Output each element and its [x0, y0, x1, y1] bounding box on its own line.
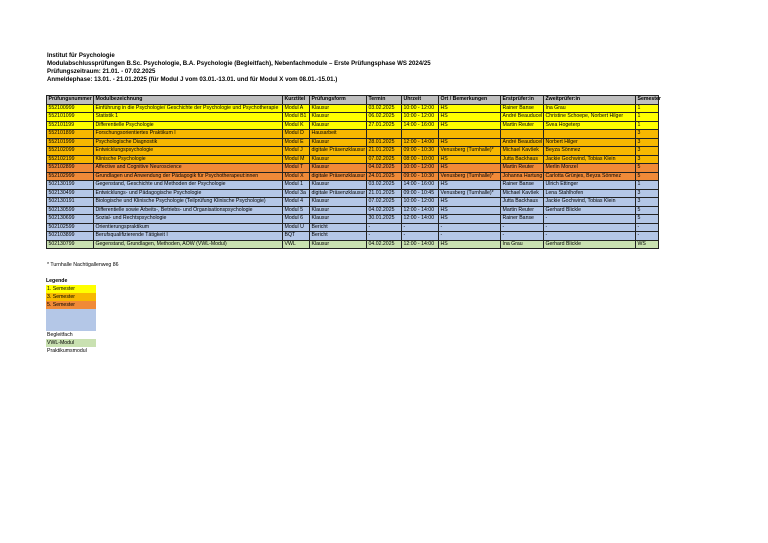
semester-cell: 5	[636, 206, 659, 215]
first-examiner-cell: Martin Reuter	[501, 164, 544, 173]
exam-number-cell: 502102599	[47, 223, 94, 232]
first-examiner-cell: André Beauducel	[502, 138, 543, 145]
first-examiner-cell: Michael Kavšek	[501, 189, 544, 198]
exam-number-cell: 552101199	[47, 121, 94, 130]
location-cell: HS	[439, 104, 501, 113]
table-row	[47, 172, 659, 181]
first-examiner-cell: Michael Kavšek	[501, 147, 544, 156]
exam-form-cell: Klausur	[310, 198, 367, 207]
second-examiner-cell: Christine Schoepe, Norbert Hilger	[544, 113, 636, 122]
legend	[46, 277, 96, 355]
first-examiner-cell: -	[501, 223, 544, 232]
exam-form-cell: digitale Präsenzklausur	[311, 189, 366, 196]
exam-number-cell: 552101099	[47, 113, 94, 122]
legend-item-semester-5: 5. Semester	[46, 301, 96, 309]
first-examiner-cell: André Beauducel	[502, 113, 543, 119]
module-name-cell: Berufsqualifizierende Tätigkeit I	[94, 232, 283, 241]
first-examiner-cell: Rainer Banse	[501, 104, 544, 113]
first-examiner-cell: Martin Reuter	[501, 206, 544, 215]
registration-period: Anmeldephase: 13.01. - 21.01.2025 (für Modul J vom 03.01.-13.01. und für Modul X vom 08.01.-15.01.)	[47, 76, 338, 84]
column-header: Prüfungsnummer	[48, 96, 92, 102]
time-cell: 10:00 - 12:00	[402, 113, 439, 122]
location-cell: Venusberg (Turnhalle)*	[439, 172, 501, 181]
semester-cell: WS	[636, 240, 659, 249]
module-name-cell: Differentielle Psychologie	[94, 121, 283, 130]
table-row	[47, 223, 659, 232]
first-examiner-cell: -	[501, 232, 544, 241]
second-examiner-cell: -	[544, 232, 636, 241]
time-cell: 12:00 - 14:00	[402, 138, 439, 147]
module-name-cell: Orientierungspraktikum	[94, 223, 283, 232]
date-cell: 04.02.2025	[367, 164, 402, 173]
exam-form-cell: Klausur	[310, 240, 367, 249]
second-examiner-cell: -	[544, 215, 636, 224]
exam-number-cell: 502130599	[47, 206, 94, 215]
exam-form-cell: Klausur	[310, 181, 367, 190]
location-cell: HS	[439, 240, 501, 249]
location-cell: HS	[439, 198, 501, 207]
short-title-cell: Modul B1	[283, 113, 310, 122]
exam-form-cell: Klausur	[310, 138, 367, 147]
date-cell: 30.01.2025	[367, 215, 402, 224]
module-name-cell: Statistik 1	[94, 113, 283, 122]
second-examiner-cell: Svea Hogeterp	[544, 121, 636, 130]
legend-color-swatch	[46, 309, 96, 331]
exam-form-cell: Bericht	[310, 223, 367, 232]
first-examiner-cell: Jutta Backhaus	[501, 155, 544, 164]
second-examiner-cell: Norbert Hilger	[544, 138, 636, 147]
date-cell: 03.02.2025	[367, 104, 402, 113]
legend-title: Legende	[46, 278, 68, 284]
short-title-cell: Modul U	[283, 223, 310, 232]
column-header: Semester	[637, 96, 661, 102]
module-name-cell: Gegenstand, Geschichte und Methoden der Psychologie	[94, 181, 283, 190]
second-examiner-cell: Lena Stahlhofen	[544, 189, 636, 198]
date-cell: 04.02.2025	[367, 240, 402, 249]
first-examiner-cell: Johanna Hartung	[502, 172, 543, 179]
date-cell: 07.02.2025	[367, 198, 402, 207]
semester-cell: 1	[636, 121, 659, 130]
column-header: Erstprüfer:in	[501, 96, 544, 105]
semester-cell: 3	[636, 198, 659, 207]
exam-number-cell: 552102099	[47, 147, 94, 156]
exam-number-cell: 502130799	[47, 240, 94, 249]
short-title-cell: Modul J	[283, 147, 310, 156]
module-name-cell: Differentielle sowie Arbeits-, Betriebs- und Organisationspsychologie	[94, 206, 283, 215]
location-cell: HS	[439, 138, 501, 147]
semester-cell: 3	[636, 189, 659, 198]
table-row	[47, 155, 659, 164]
time-cell: -	[402, 232, 439, 241]
exam-number-cell: 502130199	[47, 181, 94, 190]
date-cell: 24.01.2025	[367, 172, 402, 181]
semester-cell: 1	[636, 104, 659, 113]
column-header: Prüfungsform	[310, 96, 367, 105]
second-examiner-cell: Carlotta Grünjes, Beyza Sönmez	[544, 172, 636, 181]
location-cell: HS	[439, 155, 501, 164]
table-row	[47, 130, 659, 139]
table-row	[47, 121, 659, 130]
short-title-cell: Modul D	[283, 130, 310, 139]
time-cell: 12:00 - 14:00	[402, 240, 439, 249]
first-examiner-cell: Jutta Backhaus	[501, 198, 544, 207]
second-examiner-cell: Beyza Sönmez	[544, 147, 636, 156]
table-row	[47, 181, 659, 190]
short-title-cell: Modul 6	[283, 215, 310, 224]
exam-number-cell: 552101999	[47, 138, 94, 147]
short-title-cell: Modul 3a	[283, 189, 310, 198]
exam-form-cell: Klausur	[310, 206, 367, 215]
exam-schedule-table	[46, 95, 659, 249]
legend-item-begleitfach: Begleitfach	[47, 332, 73, 338]
module-name-cell: Sozial- und Rechtspsychologie	[94, 215, 283, 224]
second-examiner-cell: Jackie Gochwind, Tobias Klein	[544, 198, 636, 207]
exam-number-cell: 552102199	[47, 155, 94, 164]
location-cell: HS	[439, 215, 501, 224]
semester-cell: -	[636, 232, 659, 241]
time-cell: 12:00 - 14:00	[402, 215, 439, 224]
table-row	[47, 215, 659, 224]
short-title-cell: Modul E	[283, 138, 310, 147]
column-header: Modulbezeichnung	[94, 96, 283, 105]
location-cell: HS	[439, 164, 501, 173]
module-name-cell: Gegenstand, Grundlagen, Methoden, AOW (VWL-Modul)	[94, 240, 283, 249]
exam-number-cell: 502130191	[47, 198, 94, 207]
short-title-cell: Modul X	[283, 172, 310, 181]
short-title-cell: BQT	[283, 232, 310, 241]
location-cell: HS	[439, 206, 501, 215]
semester-cell: 5	[636, 164, 659, 173]
date-cell: 03.02.2025	[367, 181, 402, 190]
exam-number-cell: 552102899	[47, 164, 94, 173]
exam-form-cell: Klausur	[310, 121, 367, 130]
module-name-cell: Entwicklungs- und Pädagogische Psychologie	[94, 189, 283, 198]
column-header: Uhrzeit	[402, 96, 439, 105]
date-cell: -	[367, 223, 402, 232]
exam-number-cell: 552100999	[47, 104, 94, 113]
time-cell: 09:00 - 10:30	[402, 147, 439, 156]
location-cell: HS	[439, 121, 501, 130]
exam-number-cell: 502103899	[47, 232, 94, 241]
date-cell: -	[367, 232, 402, 241]
exam-form-cell: Klausur	[310, 113, 367, 122]
second-examiner-cell: Gerhard Blickle	[544, 206, 636, 215]
table-row	[47, 138, 659, 147]
time-cell: 10:00 - 12:00	[402, 198, 439, 207]
first-examiner-cell: Martin Reuter	[501, 121, 544, 130]
semester-cell: 5	[636, 172, 659, 181]
short-title-cell: Modul 4	[283, 198, 310, 207]
module-name-cell: Klinische Psychologie	[94, 155, 283, 164]
location-cell	[439, 130, 501, 139]
exam-form-cell: Klausur	[310, 155, 367, 164]
second-examiner-cell	[544, 130, 636, 139]
date-cell: 06.02.2025	[367, 113, 402, 122]
second-examiner-cell: Merlin Monzel	[544, 164, 636, 173]
second-examiner-cell: Jackie Gochwind, Tobias Klein	[544, 155, 636, 164]
module-name-cell: Forschungsorientiertes Praktikum I	[94, 130, 283, 139]
short-title-cell: Modul K	[283, 121, 310, 130]
semester-cell: 3	[636, 130, 659, 139]
location-cell: Venusberg (Turnhalle)*	[439, 189, 501, 198]
legend-item-vwl: VWL-Modul	[46, 339, 96, 347]
exam-form-cell: Klausur	[310, 164, 367, 173]
exam-form-cell: Klausur	[310, 104, 367, 113]
table-row	[47, 147, 659, 156]
time-cell: 10:00 - 12:00	[402, 104, 439, 113]
document-header	[47, 52, 431, 84]
semester-cell: 3	[636, 147, 659, 156]
time-cell: -	[402, 223, 439, 232]
table-row	[47, 189, 659, 198]
short-title-cell: Modul 1	[283, 181, 310, 190]
table-row	[47, 104, 659, 113]
short-title-cell: Modul M	[283, 155, 310, 164]
location-cell: -	[439, 232, 501, 241]
module-name-cell: Grundlagen und Anwendung der Pädagogik für Psychotherapeut:innen	[94, 172, 283, 181]
time-cell: 08:00 - 10:00	[402, 155, 439, 164]
second-examiner-cell: Ulrich Ettinger	[544, 181, 636, 190]
first-examiner-cell	[501, 130, 544, 139]
time-cell: 14:00 - 16:00	[402, 181, 439, 190]
first-examiner-cell: Ina Grau	[501, 240, 544, 249]
column-header: Ort / Bemerkungen	[439, 96, 501, 105]
time-cell	[402, 130, 439, 139]
exam-number-cell: 552101899	[47, 130, 94, 139]
table-row	[47, 206, 659, 215]
semester-cell: -	[636, 223, 659, 232]
table-row	[47, 240, 659, 249]
table-row	[47, 164, 659, 173]
short-title-cell: Modul 5	[283, 206, 310, 215]
exam-form-cell: digitale Präsenzklausur	[311, 172, 366, 179]
column-header: Zweitprüfer:in	[544, 96, 636, 105]
time-cell: 14:00 - 16:00	[402, 121, 439, 130]
table-row	[47, 232, 659, 241]
column-header: Termin	[367, 96, 402, 105]
exam-form-cell: Hausarbeit	[310, 130, 367, 139]
exam-form-cell: digitale Präsenzklausur	[311, 147, 366, 153]
table-row	[47, 113, 659, 122]
location-cell: Venusberg (Turnhalle)*	[439, 147, 501, 156]
short-title-cell: Modul A	[283, 104, 310, 113]
date-cell: 27.01.2025	[367, 121, 402, 130]
first-examiner-cell: Rainer Banse	[501, 181, 544, 190]
date-cell	[367, 130, 402, 139]
semester-cell: 3	[636, 155, 659, 164]
module-name-cell: Biologische und Klinische Psychologie (Teilprüfung Klinische Psychologie)	[94, 198, 283, 207]
exam-form-cell: Klausur	[310, 215, 367, 224]
legend-item-semester-3: 3. Semester	[46, 293, 96, 301]
date-cell: 21.01.2025	[367, 189, 402, 198]
semester-cell: 5	[636, 215, 659, 224]
document-title: Modulabschlussprüfungen B.Sc. Psychologie, B.A. Psychologie (Begleitfach), Nebenfachmodule – Erste Prüfungsphase WS 2024/25	[47, 60, 431, 68]
time-cell: 09:00 - 10:30	[402, 172, 439, 181]
second-examiner-cell: Ina Grau	[544, 104, 636, 113]
date-cell: 28.01.2025	[367, 138, 402, 147]
exam-period: Prüfungszeitraum: 21.01. - 07.02.2025	[47, 68, 156, 76]
institute-title: Institut für Psychologie	[47, 52, 115, 59]
semester-cell: 1	[636, 181, 659, 190]
date-cell: 04.02.2025	[367, 206, 402, 215]
short-title-cell: Modul T	[283, 164, 310, 173]
module-name-cell: Entwicklungspsychologie	[94, 147, 283, 156]
time-cell: 12:00 - 14:00	[402, 206, 439, 215]
time-cell: 09:00 - 10:45	[402, 189, 439, 198]
second-examiner-cell: -	[544, 223, 636, 232]
legend-item-semester-1: 1. Semester	[46, 285, 96, 293]
exam-number-cell: 502130499	[47, 189, 94, 198]
location-cell: HS	[439, 181, 501, 190]
second-examiner-cell: Gerhard Blickle	[544, 240, 636, 249]
footnote: * Turnhalle Nachtigallenweg 86	[47, 262, 119, 268]
location-cell: -	[439, 223, 501, 232]
module-name-cell: Einführung in die Psychologie/ Geschichte der Psychologie und Psychotherapie	[94, 104, 283, 113]
table-row	[47, 198, 659, 207]
location-cell: HS	[439, 113, 501, 122]
column-header: Kurztitel	[283, 96, 310, 105]
time-cell: 10:00 - 12:00	[402, 164, 439, 173]
date-cell: 21.01.2025	[367, 147, 402, 156]
short-title-cell: VWL	[283, 240, 310, 249]
semester-cell: 3	[636, 138, 659, 147]
exam-form-cell: Bericht	[310, 232, 367, 241]
exam-number-cell: 552102999	[47, 172, 94, 181]
table-header-row	[47, 96, 659, 105]
exam-number-cell: 502130699	[47, 215, 94, 224]
semester-cell: 1	[636, 113, 659, 122]
date-cell: 07.02.2025	[367, 155, 402, 164]
first-examiner-cell: Rainer Banse	[501, 215, 544, 224]
module-name-cell: Affective and Cognitive Neuroscience	[94, 164, 283, 173]
module-name-cell: Psychologische Diagnostik	[94, 138, 283, 147]
legend-item-praktikum: Praktikumsmodul	[47, 348, 87, 354]
